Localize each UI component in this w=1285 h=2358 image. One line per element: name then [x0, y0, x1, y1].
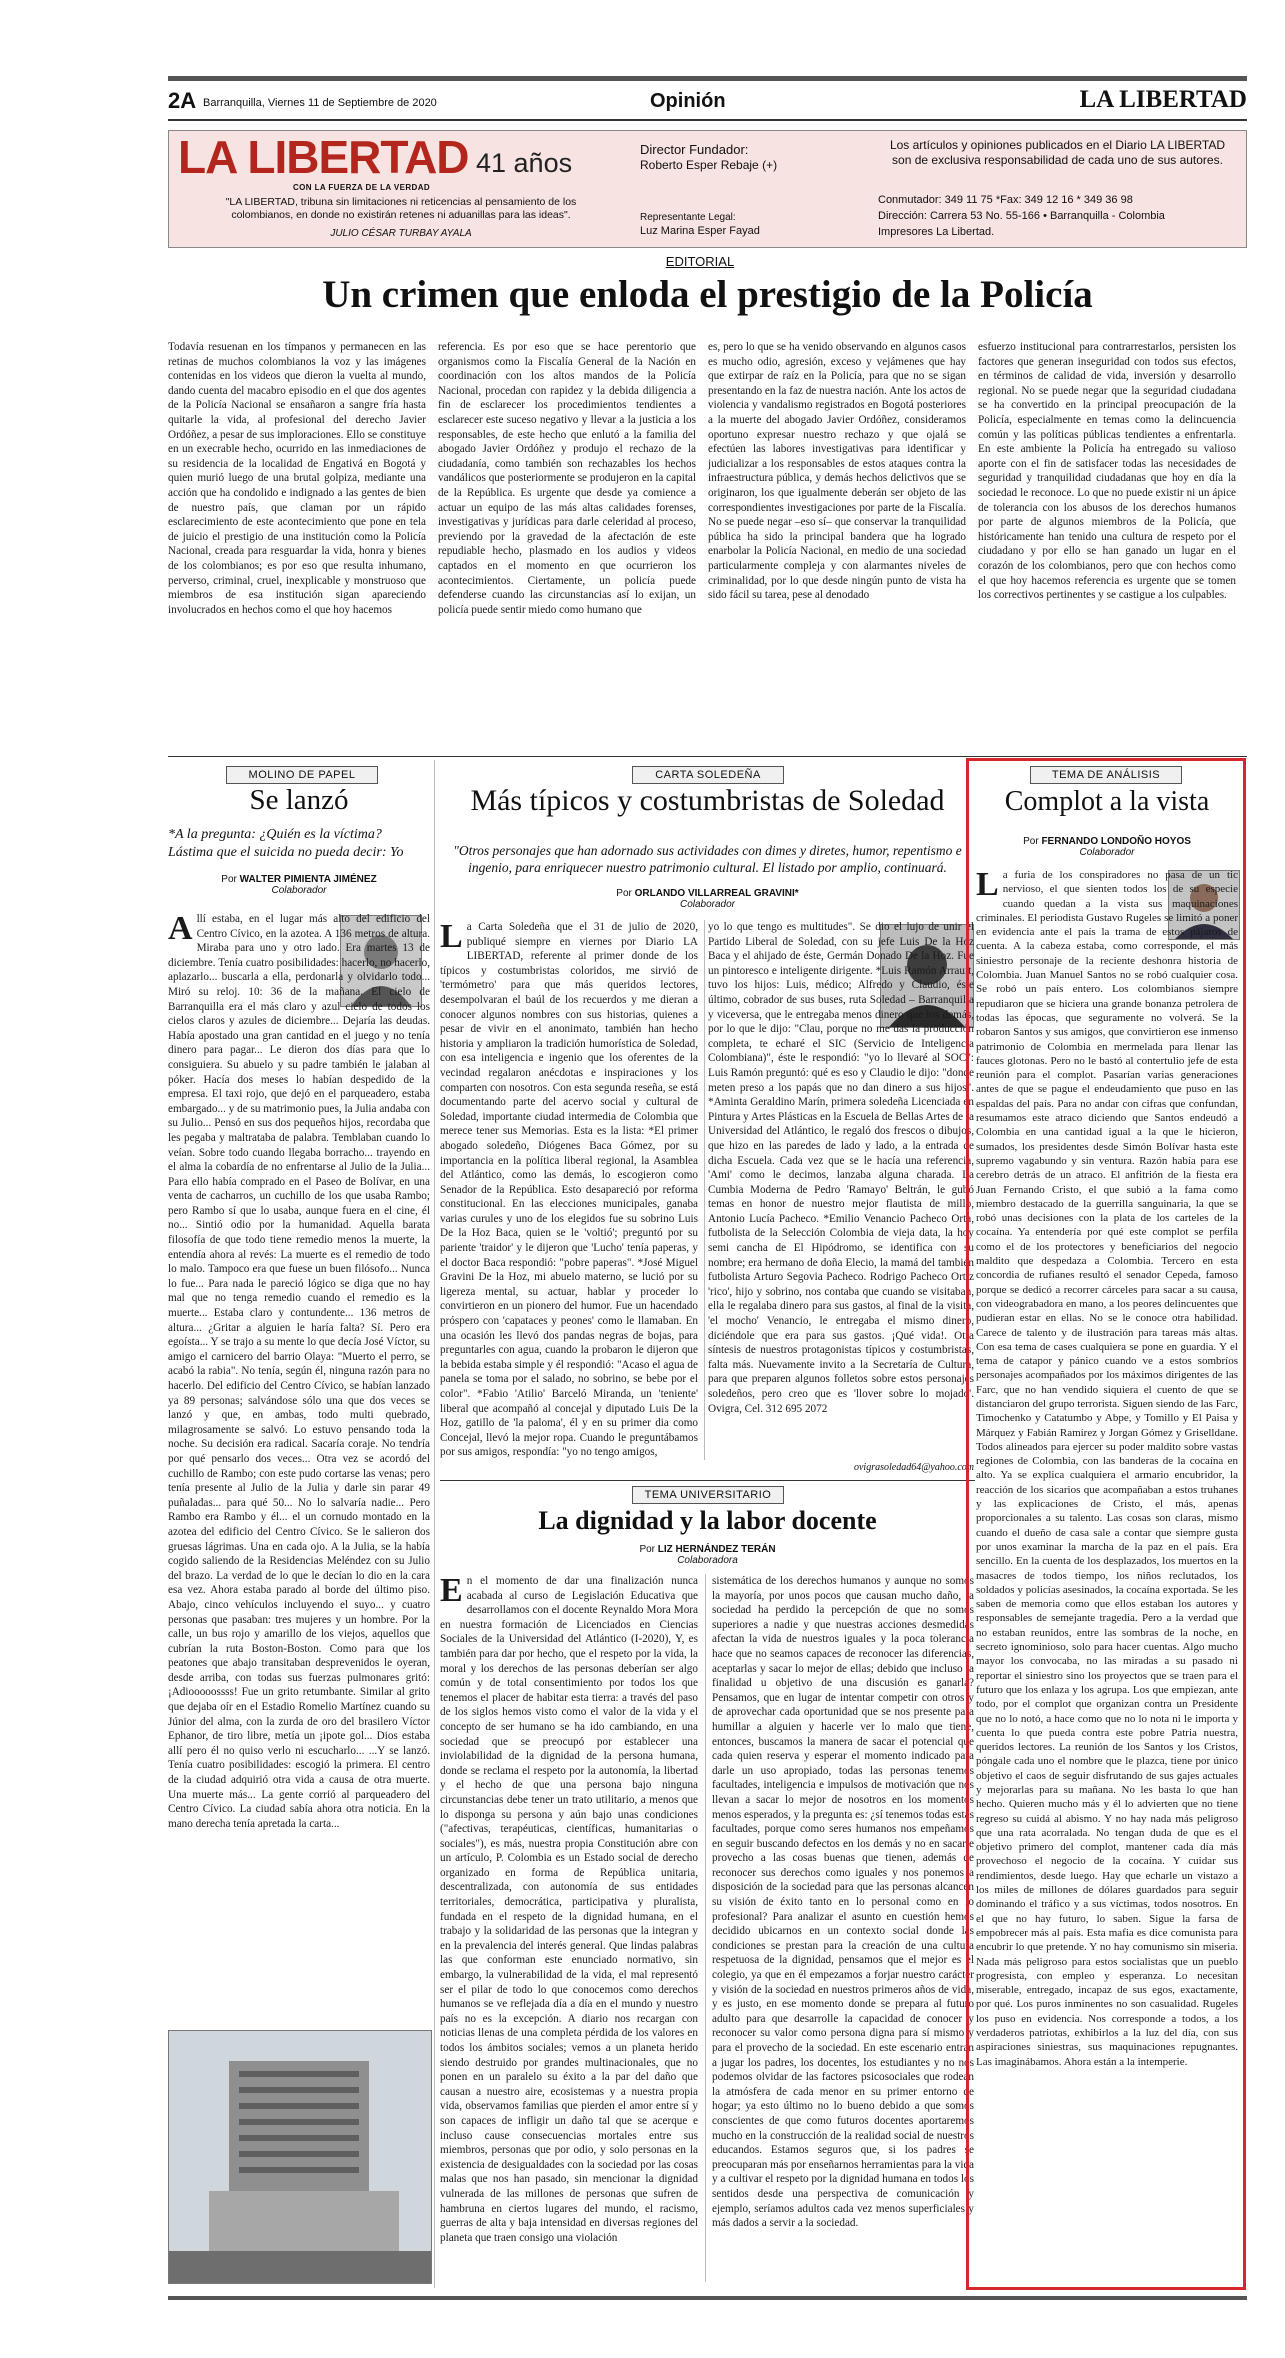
docente-title: La dignidad y la labor docente	[538, 1506, 877, 1535]
legal-name: Luz Marina Esper Fayad	[640, 225, 760, 237]
soledena-dropcap: L	[440, 920, 463, 955]
masthead-quote-author: JULIO CÉSAR TURBAY AYALA	[330, 228, 472, 239]
molino-dropcap: A	[168, 912, 193, 947]
editorial-col-3: es, pero lo que se ha venido observando en algunos casos es mucho odio, agresión, exceso y vejámenes que hay que extirpar de raíz en la Policía, para que no se sigan presentando en la faz de nuestra nación. Ante los actos de violencia y vandalismo registrados en Bogotá posteriores a la muerte del abogado Javier Ordóñez, consideramos oportuno expresar nuestro rechazo y que ojalá se efectúen las labores investigativas para identificar y judicializar a los responsables de estos ataques contra la infraestructura pública, y demás hechos delictivos que se originaron, los que igualmente deberán ser objeto de las correspondientes investigaciones por parte de la Fiscalía. No se puede negar –eso sí– que conservar la tranquilidad pública ha sido la principal bandera que ha logrado enarbolar la Policía Nacional, en medio de una sociedad particularmente compleja y con alarmantes niveles de criminalidad, por lo que desde ningún punto de vista ha sido fácil su tarea, pese al denodado	[708, 341, 966, 602]
analisis-body	[976, 868, 1238, 2280]
building-icon	[169, 2031, 431, 2283]
column-separator	[704, 920, 705, 1460]
soledena-author: ORLANDO VILLARREAL GRAVINI*	[634, 888, 799, 899]
editorial-label: EDITORIAL	[665, 254, 735, 269]
analisis-byline-prefix: Por	[1023, 836, 1039, 847]
editorial-col-2: referencia. Es por eso que se hace perentorio que organismos como la Fiscalía General de la Nación en coordinación con los altos mandos de la Policía Nacional, procedan con rapidez y la debida diligencia a fin de esclarecer los procedimientos tendientes a esclarecer este suceso negativo y llevar a la justicia a los responsables, de este hecho que enlutó a la familia del abogado Javier Ordóñez y produjo el rechazo de la ciudadanía, como también son rechazables los hechos vandálicos que posteriormente se produjeron en la capital de la República. Es urgente que desde ya comience a actuar un equipo de las más altas calidades forenses, investigativas y jurídicas para darle celeridad al proceso, previendo por la gravedad de la afectación de este repudiable hecho, plasmado en los audios y videos captados en el momento en que ocurrieron los acontecimientos. Ciertamente, un policía puede defenderse cuando las circunstancias así lo exijan, un policía puede sentir miedo como humano que	[438, 341, 696, 616]
address: Dirección: Carrera 53 No. 55-166 • Barranquilla - Colombia	[878, 210, 1165, 222]
molino-title: Se lanzó	[249, 784, 349, 816]
molino-body	[168, 912, 430, 2024]
founder-name: Roberto Esper Rebaje (+)	[640, 158, 778, 172]
soledena-dek: "Otros personajes que han adornado sus actividades con dimes y diretes, humor, repentismo e ingenio, para enriquecer nuestro patrimonio cultural. El listado por amplio, continuará.	[453, 843, 962, 875]
molino-body-text: llí estaba, en el lugar más alto del edificio del Centro Cívico, en la azotea. A 136 metros de altura. Miraba para uno y otro lado. Era martes 13 de diciembre. Tenía cuatro posibilidades: hacerlo, no hacerlo, aplazarlo... buscarla a ella, perdonarla y olvidarlo todo... Miró su reloj. 10: 36 de la mañana. El cielo de Barranquilla era el más claro y azul cielo de todos los cielos claros y azules de diciembre... Dejaría las deudas. Había apostado una gran cantidad en el juego y no tenía dinero para pagar... Le dieron dos días para que lo consiguiera. Su abuelo y su padre también le jalaban al póker. Hacía dos meses lo habían despedido de la empresa. El taxi rojo, que dejó en el parqueadero, estaba embargado... y de su matrimonio pues, la Julia andaba con su Julio... Pensó en sus dos pequeños hijos, recordaba que les pegaba y maltrataba de palabra. Temblaban cuando lo veían. Sobre todo cuando llegaba borracho... trayendo en el alma la cobardía de no enfrentarse al Julio de la Julia... Para ello había comprado en el Paseo de Bolívar, en una venta de cacharros, un cuchillo de los que usaba Rambo; pero Rambo sí que lo usaba, aunque fuera en el cine, él no... Sintió odio por la humanidad. Aquella barata filosofía de que todo tiene remedio menos la muerte, la entendía ahora al revés: La muerte es el remedio de todo lo malo. Tampoco era que fuese un buen filósofo... Nunca lo fue... Para nada le pareció lógico se diga que no hay mal que no tenga remedio cuando el remedio es la muerte... Estaba claro y contundente... 136 metros de altura... ¿Gritar a alguien le haría falta? Sí. Pero era egoísta... Y se trajo a su mente lo que decía José Víctor, su amigo el carnicero del barrio Olaya: "Muerto el perro, se acabó la rabia". No tenía, según él, ninguna razón para no hacerlo. Del edificio del Centro Cívico, se habían lanzado ya 89 personas; salvándose sólo una que dos veces se lanzó y que, en ambas, todo multi quebrado, milagrosamente se salvó. Lo estuvo pensando toda la noche. Su decisión era radical. Sacaría coraje. No tendría por qué pensarlo dos veces... Otra vez se acordó del cuchillo de Rambo; con este pudo cortarse las venas; pero tenía presente al Julio de la Julia y darle sin parar 49 puñaladas... para qué 50... No lo salvaría nadie... Pero Rambo era Rambo y él... el un cornudo montado en la azotea del edificio del Centro Cívico. Se le salieron dos gruesas lágrimas. Una en cada ojo. A la Julia, se la había cogido saliendo de la Residencias Meléndez con su Julio del brazo. La verdad de lo que le decían lo dio en la cara esa vez. Ahora estaba parado al borde del último piso. Abajo, cinco vehículos incluyendo el suyo... y cuatro personas que pasaban: tres mujeres y un hombre. Por la calle, un bus rojo y amarillo de los viejos, aquellos que cubrían la ruta Boston-Boston. Como para que los peatones que abajo transitaban desprevenidos le oyeran, desde arriba, con todas sus fuerzas pulmonares gritó: ¡Adiooooossss! Fue un grito retumbante. Similar al grito que dejaba oír en el Estadio Romelio Martínez cuando su Júnior del alma, con la zurda de oro del brasilero Víctor Ephanor, de tiro libre, metía un ¡ipote gol... Dios estaba allí pero él no quiso verlo ni escucharlo... ...Y se lanzó. Tenía cuatro posibilidades: escogió la primera. El centro de la ciudad adquirió otra vida a causa de otra muerte. Una muerte más... La gente corrió al parqueadero del Centro Cívico. La ciudad sabía ahora otra noticia. En la mano derecha tenía apretada la carta...	[168, 913, 430, 1830]
soledena-tag: CARTA SOLEDEÑA	[632, 766, 784, 784]
soledena-title: Más típicos y costumbristas de Soledad	[470, 784, 945, 817]
disclaimer: Los artículos y opiniones publicados en el Diario LA LIBERTAD son de exclusiva responsabilidad de cada uno de sus autores.	[889, 138, 1226, 167]
masthead-quote: "LA LIBERTAD, tribuna sin limitaciones ni reticencias al pensamiento de los colombianos, en donde no existirán retenes ni aduanillas para las ideas".	[225, 196, 577, 221]
page-number: 2A	[168, 88, 197, 113]
docente-byline	[440, 1544, 975, 1566]
molino-dek: *A la pregunta: ¿Quién es la víctima? Lástima que el suicida no pueda decir: Yo	[168, 827, 404, 860]
analisis-author: FERNANDO LONDOÑO HOYOS	[1041, 836, 1191, 847]
soledena-col-2-main: yo lo que tengo es multitudes". Se dio el lujo de unir el Partido Liberal de Soledad, con su jefe Luis De la Hoz Baca y el ahijado de éste, Germán Donado De la Hoz. Fue un pintoresco e inteligente dirigente. *Luis Ramón Arrauit, tuvo los hijos: Luis, médico; Alfredo y Claudio, éste último, cobrador de sus buses, ruta Soledad – Barranquilla y viceversa, que le entregaba menos dinero que los demás, por lo que le dijo: "Clau, porque no me das la producción completa, te echaré el SIC (Servicio de Inteligencia Colombiana)", éste le respondió: "yo lo llevaré al SOC": Luis Ramón preguntó: qué es eso y Claudio le dijo: "donde meten preso a los papás que no dan dinero a sus hijos". *Aminta Geraldino Marín, primera soledeña Licenciada en Pintura y Artes Plásticas en la Escuela de Bellas Artes de la Universidad del Atlántico, le regaló dos frescos o dibujos, que hizo en las paredes de lado y lado, a la entrada de dicha Escuela. Cada vez que se le hacía una referencia, 'Ami' como le decimos, lanzaba alguna charada. La Cumbia Moderna de Pedro 'Ramayo' Beltrán, le gubó temas en honor de nuestro mejor flautista de millo, Antonio Lucía Pacheco. *Emilio Venancio Pacheco Orta, futbolista de la Selección Colombia de vieja data, la hoy semi cancha de El Hipódromo, se identifica con su nombre; era hermano de doña Elecio, la mamá del también futbolista Arturo Segovia Pacheco. Rodrigo Pacheco Ortiz 'rico', hijo y sobrino, nos contaba que cuando se visitaban, ella le regalaba dinero para sus gastos, al final de la visita, 'el mocho' Venancio, le entregaba el mismo dinero, diciéndole que era para sus gastos. ¡Qué vida!. Otra síntesis de nuestros protagonistas típicos y costumbristas, falta más. Nuevamente invito a la Secretaría de Cultura, para que preparen algunos folletos sobre estos personajes soledeños, pero creo que es 'llover sobre lo mojado'. Ovigra, Cel. 312 695 2072	[708, 921, 974, 1415]
soledena-role: Colaborador	[679, 899, 736, 910]
analisis-dropcap: L	[976, 868, 999, 903]
analisis-title: Complot a la vista	[1004, 786, 1210, 817]
molino-author: WALTER PIMIENTA JIMÉNEZ	[239, 874, 377, 885]
docente-byline-prefix: Por	[639, 1544, 655, 1555]
soledena-col-1	[440, 920, 698, 1476]
docente-top-rule	[440, 1480, 975, 1481]
analisis-role: Colaborador	[1079, 847, 1135, 858]
founder-label: Director Fundador:	[640, 142, 749, 157]
header-rule	[168, 119, 1247, 121]
masthead-tagline: CON LA FUERZA DE LA VERDAD	[293, 183, 431, 192]
docente-role: Colaboradora	[677, 1555, 738, 1566]
printer: Impresores La Libertad.	[878, 226, 995, 238]
analisis-tag: TEMA DE ANÁLISIS	[1030, 766, 1182, 784]
molino-tag: MOLINO DE PAPEL	[226, 766, 378, 784]
soledena-email: ovigrasoledad64@yahoo.com	[853, 1462, 974, 1473]
editorial-bottom-rule	[168, 756, 1247, 757]
docente-dropcap: E	[440, 1574, 463, 1609]
soledena-byline	[440, 888, 975, 910]
editorial-title: Un crimen que enloda el prestigio de la Policía	[322, 273, 1093, 316]
docente-col-1	[440, 1574, 698, 2282]
column-separator	[705, 1574, 706, 2282]
bottom-rule	[168, 2296, 1247, 2300]
legal-label: Representante Legal:	[640, 212, 736, 223]
docente-col-1-text: n el momento de dar una finalización nunca acabada al curso de Legislación Educativa que desarrollamos con el docente Reynaldo Mora Mora en nuestra formación de Licenciados en Ciencias Sociales de la Universidad del Atlántico (I-2020), Y, es también para dar por hecho, que el respeto por la vida, la moral y los derechos de las personas deberían ser algo común y de total consentimiento por todos los que tenemos el placer de habitar esta tierra: a través del paso de los siglos hemos visto como el valor de la vida y el concepto de ser humano se ha ido cambiando, en una sociedad que se preocupó por establecer una inviolabilidad de la dignidad de la persona humana, donde se reclama el respeto por la autonomía, la libertad y el hecho de que una persona bajo ninguna circunstancias debe tener un trato utilitario, a menos que lo disponga su persona y aún bajo unas condiciones ("afectivas, terapéuticas, científicas, humanitarias o sociales"), es más, nuestra propia Constitución abre con un artículo, P. Colombia es un Estado social de derecho organizado en forma de República unitaria, descentralizada, con autonomía de sus entidades territoriales, democrática, participativa y pluralista, fundada en el respeto de la dignidad humana, en el trabajo y la solidaridad de las personas que la integran y en la prevalencia del interés general. Que lindas palabras las que conforman este enunciado normativo, sin embargo, la vulnerabilidad de la vida, el mal representó ser el pilar de todo lo que conocemos como derechos humanos se ve reflejada día a día en el mundo y nuestro país no es la excepción. A diario nos recargan con noticias llenas de una completa pérdida de los valores en todos los ámbitos sociales; vemos a un planeta herido siendo destruido por grandes multinacionales, que no ponen en un paralelo su éxito a la par del daño que causan a nuestro aire, ecosistemas y a nuestra propia vida, observamos familias que pierden el amor entre sí y son capaces de infligir un daño tal que se acerque e incluso cause consecuencias mortales entre sus miembros, personas que por odio, y solo personas en la existencia de desigualdades con la sociedad por las cosas malas que nos han pasado, sin mencionar la dignidad vulnerada de las millones de personas que sufren de hambruna en ciertos lugares del mundo, el racismo, guerras de alta y baja intensidad en diversas regiones del planeta que traen consigo una violación	[440, 1575, 698, 2244]
docente-tag: TEMA UNIVERSITARIO	[632, 1486, 784, 1504]
docente-col-2: sistemática de los derechos humanos y aunque no somos la mayoría, por unos pocos que causan mucho daño, la sociedad ha perdido la percepción de que no somos superiores a nadie y que nuestras acciones desmedidas afectan la vida de nuestros iguales y la poca tolerancia hace que no seamos capaces de reconocer las diferencias, aceptarlas y sacar lo mejor de ellas; debido que incluso la finalidad u objetivo de una discusión es ganarla? Pensamos, que en lugar de intentar competir con otros y de aprovechar cada oportunidad que se nos presente para humillar a alguien y hacerle ver lo malo que tiene, entonces, buscamos la manera de sacar el potencial que cada quien reserva y esperar el momento indicado para darle un uso apropiado, todas las personas tenemos facultades, inteligencia e impulsos de motivación que nos llevan a sacar lo mejor de nosotros en los momentos menos esperados, y la pregunta es: ¿sí tenemos todas estas facultades, porque como seres humanos nos empeñamos en seguir buscando defectos en los demás y no en sacarle provecho a las cosas buenas que tienen, además de reconocer sus derechos como iguales y nos ponemos a disposición de la sociedad para que las personas alcancen su visión de éxito tanto en lo personal como en lo profesional? Para analizar el asunto en cuestión hemos decidido ubicarnos en un contexto social donde las condiciones se prestan para la creación de una cultura respetuosa de la dignidad, pensamos que el mejor es el colegio, ya que en él empezamos a forjar nuestro carácter y visión de la sociedad en nuestros primeros años de vida, y es justo, en ese momento donde se prepara al futuro adulto para que desarrolle la capacidad de conocer y reconocer su valor como persona digna para sí mismo y para el provecho de la sociedad. En este escenario entran a jugar los padres, los docentes, los estudiantes y no nos podemos olvidar de las factores psicosociales que rodean la atmósfera de cada menor en su primer entorno de hogar; ya esto último no lo bueno debido a que somos conscientes de que como futuros docentes aportaremos mucho en la construcción de la realidad social de nuestros educandos. Estamos seguros que, si los padres se preocuparan más por enseñarnos herramientas para la vida y a cultivar el respeto por la dignidad humana en todos los sentidos desde una perspectiva de comunicación y ejemplo, seríamos adultos cada vez menos superficiales y más dados a servir a la sociedad.	[712, 1575, 974, 2230]
analisis-byline	[976, 836, 1238, 858]
column-separator	[434, 760, 435, 2288]
masthead-years: 41 años	[476, 148, 573, 178]
docente-author: LIZ HERNÁNDEZ TERÁN	[657, 1544, 776, 1555]
centro-civico-photo	[168, 2030, 432, 2284]
editorial-col-1: Todavía resuenan en los tímpanos y permanecen en las retinas de muchos colombianos la voz y las imágenes contenidas en los videos que dieron la vuelta al mundo, dando cuenta del macabro episodio en el que dos agentes de la Policía Nacional se ensañaron a sangre fría hasta quitarle la vida, al profesional del derecho Javier Ordóñez, a pesar de sus imploraciones. Ello se constituye en un execrable hecho, ocurrido en las inmediaciones de su residencia de la localidad de Engativá en Bogotá y quien murió luego de una brutal golpiza, mediante una acción que ha condolido e indignado a las gentes de bien de nuestro país, que claman por un rápido esclarecimiento de este acontecimiento que pone en tela de juicio el prestigio de una institución como la Policía Nacional, creada para resguardar la vida, honra y bienes de los colombianos; es por eso que resulta inhumano, perverso, criminal, cruel, inexplicable y monstruoso que miembros de esa institución sigan apareciendo involucrados en hechos como el que hoy hacemos	[168, 341, 426, 616]
molino-role: Colaborador	[271, 885, 327, 896]
molino-byline	[168, 874, 430, 896]
paper-name: LA LIBERTAD	[1079, 86, 1247, 113]
soledena-col-1-text: a Carta Soledeña que el 31 de julio de 2020, publiqué siempre en viernes por Diario LA LIBERTAD, referente al primer donde de los típicos y costumbristas coloridos, me sirvió de 'termómetro' para que más queridos lectores, desempolvaran el baúl de los recuerdos y me dieran a conocer algunos nombres con sus historias, quienes a pesar de vivir en el anonimato, también han hecho historia y ampliaron la tradición humorística de Soledad, con esa inteligencia e ingenio que los oferentes de la vecindad regalaron anécdotas e inspiraciones y los comparten con nosotros. Con esta segunda reseña, se está documentando parte del acervo social y cultural de Soledad, importante ciudad intermedia de Colombia que merece tener sus Memorias. Esta es la lista: *El primer abogado soledeño, Diógenes Baca Gómez, por su importancia en la política liberal regional, la Asamblea del Atlántico, como las demás, lo escogieron como Senador de la República. Esto desapareció por reforma constitucional. En las elecciones municipales, ganaba varias curules y uno de los elegidos fue su sobrino Luis De la Hoz Baca, quien se le 'voltió'; preguntó por su pariente 'traidor' y le dijeron que 'Lucho' tenía paperas, y el doctor Baca respondió: "pobre paperas". *José Miguel Gravini De la Hoz, mi abuelo materno, se lució por su ligereza mental, su actuar, hablar y proceder lo convirtieron en un pionero del humor. Fue un hacendado próspero con 'capataces y peones' como le llamaban. En una ocasión les llevó dos pandas negras de bojas, para preguntarles con agua, cuando la probaron le dijeron que la bebida estaba simple y él respondió: "Acaso el agua de panela se toma por el salado, no sobrino, se bebe por el color". *Fabio 'Atilio' Barceló Miranda, un 'teniente' liberal que acompañó al concejal y diputado Luis De la Hoz, gatillo de 'la paloma', él y en su primer dia como Concejal, llevó la mejor ropa. Cuando le preguntábamos por sus amigos, respondía: "yo no tengo amigos,	[440, 921, 698, 1459]
top-rule	[168, 76, 1247, 81]
section-title: Opinión	[650, 90, 726, 112]
soledena-byline-prefix: Por	[616, 888, 632, 899]
analisis-body-text: a furia de los conspiradores no pasa de un tic nervioso, el que sienten todos los de su especie cuando quedan a la vista sus maquinaciones criminales. El periodista Gustavo Rugeles se limitó a poner en evidencia ante el país la trama de estos pájaros de cuenta. A la cabeza estaba, como corresponde, el más siniestro personaje de la reciente deshonra historia de Colombia. Juan Manuel Santos no se robó cualquier cosa. Se robó un país entero. Los colombianos siempre repudiaron que se hiciera una grande bonanza petrolera de todas las épocas, que seguramente no volverá. Se la robaron Santos y sus amigos, que convirtieron ese inmenso patrimonio de Colombia en mermelada para llenar las fauces glotonas. Pero no le bastó al contertulio jefe de esta reunión para el complot. Pasarían varias generaciones antes de que se pague el endeudamiento que puso en las espaldas del país. Para no andar con cifras que confundan, resumamos este atraco diciendo que Santos endeudó a Colombia en una cantidad igual a la que le hicieron, sumados, los presidentes desde Simón Bolívar hasta este supremo vagabundo y sin ventura. Razón había para ese cerebro detrás de un atraco. El anfitrión de la fiesta era Juan Fernando Cristo, el que subió a la fama como miembro destacado de la guerrilla sanguinaria, la que se robó unas decisiones con la plata de los carteles de la cocaína. Ya entendería por qué este complot se perfila como el de los protectores y beneficiarios del negocio maldito que despedaza a Colombia. Tercero en esta concordia de rufianes resultó el senador Cepeda, famoso porque se dedicó a recorrer cárceles para sacar a su causa, con videograbadora en mano, a los peores delincuentes que pudieran estar en ellas. No se le conoce otra habilidad. Carece de talento y de ilustración para tareas más altas. Con esa tema de cases cualquiera se pone en guardia. Y el tema de catapor y pánico cuando ve a estos sombríos personajes acompañados por los máximos dirigentes de las Farc, que no han vendido siquiera el cuento de que se distanciaron del grupo terrorista. Siguen siendo de las Farc, Timochenko y Catatumbo y Abpe, y Tomillo y El Paisa y Márquez y Fabián Ramírez y Jorgan Gómez y Griselldane. Todos alineados para ejercer su poder maldito sobre vastas regiones de Colombia, con las banderas de la cocaína en alto. Ya se explica cualquiera el armario encubridor, la reacción de los sicarios que acompañaban a estos truhanes y las explicaciones de Cristo, el más, apenas proporcionales a su talento. Las cosas son claras, mismo cuando el dueño de casa sale a contar que siempre gusta por unos examinar la marcha de la paz en el país. Era sencillo. En la cuenta de los desplazados, los muertos en la masacres de todos tiempo, los niños reclutados, los soldados y policías asesinados, la cocaína exportada. Se les saben de memoria como que ellos estaban los autores y responsables de semejante tragedia. Pero a la verdad que no estaban reunidos, entre las sombras de la noche, en secreto ignominioso, solo para hacer cuentas. Algo mucho mayor los convocaba, no las miradas a su pasado ni reportar el siniestro sino los proyectos que se traen para el futuro que los enlaza y los agrupa. Los que empiezan, ante todo, por el complot que organizan contra un Presidente que no lo notó, a hace como que no lo nota ni le importa y cuenta lo que pueda contra este pobre Patria nuestra, queridos lectores. La reunión de los Santos y los Cristos, póngale cada uno el nombre que le plazca, tiene por único objetivo el caos de seguir disfrutando de sus gajes actuales y mejorarlas para su mañana. No les basta lo que han hecho. Quieren mucho más y él lo advierten que no tiene regreso su cuidá al abismo. Y no hay nada más peligroso que una rata acorralada. No tengan duda de que es el objetivo primero del complot, mantener cada día más provechoso el negocio de la cocaína. Y cuidar sus rendimientos, desde luego. Hay que echarle un vistazo a los miles de millones de dólares guardados para seguir dominando el tráfico y a sus víctimas, todos nosotros. En el que no hay futuro, lo saben. Sigue la farsa de empobrecer más al país. Esta mafia es dice comunista para encubrir lo que pretende. Y no hay comunismo sin miseria. Nada más peligroso para estos socialistas que un pueblo progresista, con empleo y esperanza. Lo necesitan miserable, entregado, incapaz de sus egos, exactamente, por qué. Los puros inminentes no son casualidad. Rugeles los puso en evidencia. Nos corresponde a todos, a los verdaderos patriotas, exhibirlos a la luz del día, con sus aspiraciones siniestras, sus maquinaciones repugnantes. Las imaginábamos. Ahora están a la intemperie.	[976, 869, 1238, 2068]
editorial-col-4: esfuerzo institucional para contrarrestarlos, persisten los factores que generan inseguridad con todos sus efectos, en términos de calidad de vida, inversión y desarrollo regional. No se puede negar que la seguridad ciudadana se ha convertido en la principal preocupación de la Policía, especialmente en temas como la delincuencia común y las políticas públicas tendientes a enfrentarla. En este ambiente la Policía ha entregado su valioso aporte con el fin de satisfacer todas las necesidades de seguridad y tranquilidad ciudadanas que hoy en día la sociedad le reconoce. Lo que no puede existir ni un ápice de tolerancia con los abusos de los derechos humanos por parte de algunos miembros de la Policía, que históricamente han tenido una cultura de respeto por el ciudadano y por ello se han ganado un lugar en el corazón de los colombianos, pero que con hechos como el que hoy hacemos referencia es urgente que se tomen los correctivos pertinentes y se castigue a los culpables.	[978, 341, 1236, 602]
dateline: Barranquilla, Viernes 11 de Septiembre de 2020	[203, 97, 437, 109]
phones: Conmutador: 349 11 75 *Fax: 349 12 16 * 349 36 98	[878, 194, 1133, 206]
masthead-logo: LA LIBERTAD	[178, 131, 469, 183]
molino-byline-prefix: Por	[221, 874, 237, 885]
